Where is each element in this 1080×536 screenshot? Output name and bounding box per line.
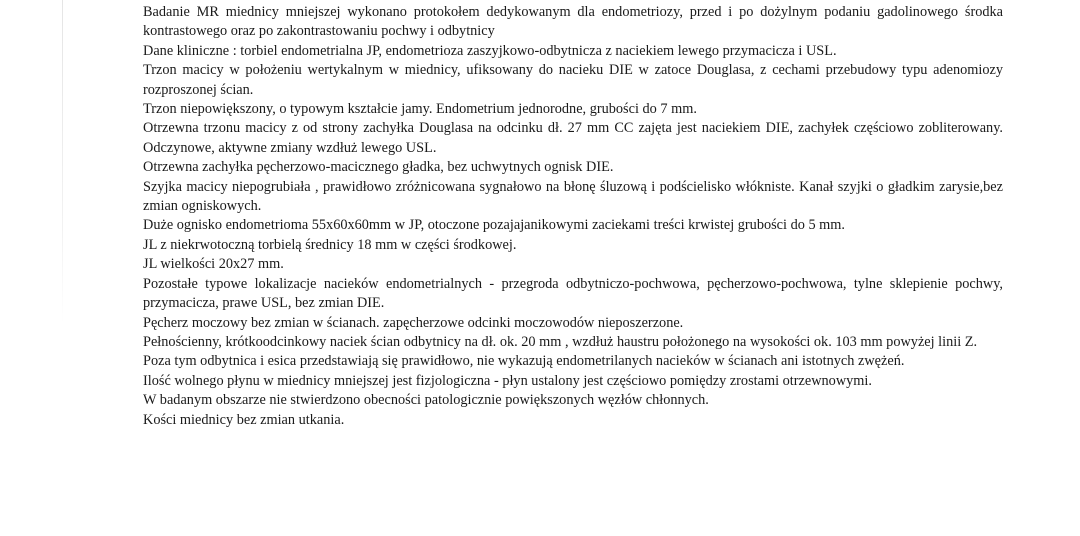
report-paragraph: Otrzewna zachyłka pęcherzowo-macicznego gładka, bez uchwytnych ognisk DIE.	[143, 159, 614, 176]
report-paragraph: Duże ognisko endometrioma 55x60x60mm w JP, otoczone pozajajanikowymi zaciekami treści krwistej grubości do 5 mm.	[143, 217, 845, 234]
report-paragraph: Ilość wolnego płynu w miednicy mniejszej jest fizjologiczna - płyn ustalony jest częściowo pomiędzy zrostami otrzewnowymi.	[143, 372, 872, 389]
report-paragraph: Szyjka macicy niepogrubiała , prawidłowo zróżnicowana sygnałowo na błonę śluzową i podścielisko włókniste. Kanał szyjki o gładkim zarysie,bez zmian ogniskowych.	[143, 178, 1003, 215]
report-paragraph: Badanie MR miednicy mniejszej wykonano protokołem dedykowanym dla endometriozy, przed i po dożylnym podaniu gadolinowego środka kontrastowego oraz po zakontrastowaniu pochwy i odbytnicy	[143, 4, 1003, 40]
report-paragraph: W badanym obszarze nie stwierdzono obecności patologicznie powiększonych węzłów chłonnych.	[143, 392, 709, 409]
report-paragraph: Otrzewna trzonu macicy z od strony zachyłka Douglasa na odcinku dł. 27 mm CC zajęta jest naciekiem DIE, zachyłek częściowo zobliterowany. Odczynowe, aktywne zmiany wzdłuż lewego USL.	[143, 120, 1003, 156]
mri-report-body	[143, 3, 1003, 430]
report-paragraph: JL z niekrwotoczną torbielą średnicy 18 mm w części środkowej.	[143, 236, 517, 253]
report-paragraph: Dane kliniczne : torbiel endometrialna JP, endometrioza zaszyjkowo-odbytnicza z naciekiem lewego przymacicza i USL.	[143, 42, 837, 59]
report-paragraph: Trzon niepowiększony, o typowym kształcie jamy. Endometrium jednorodne, grubości do 7 mm.	[143, 101, 697, 118]
report-paragraph: Pęcherz moczowy bez zmian w ścianach. zapęcherzowe odcinki moczowodów nieposzerzone.	[143, 314, 684, 331]
report-paragraph: Poza tym odbytnica i esica przedstawiają się prawidłowo, nie wykazują endometrilanych nacieków w ścianach ani istotnych zwężeń.	[143, 353, 905, 370]
report-paragraph: Kości miednicy bez zmian utkania.	[143, 411, 345, 428]
page-margin-shadow	[62, 0, 63, 325]
report-paragraph: Trzon macicy w położeniu wertykalnym w miednicy, ufiksowany do nacieku DIE w zatoce Douglasa, z cechami przebudowy typu adenomiozy rozproszonej ścian.	[143, 62, 1003, 98]
report-paragraph: Pełnościenny, krótkoodcinkowy naciek ścian odbytnicy na dł. ok. 20 mm , wzdłuż haustru położonego na wysokości ok. 103 mm powyżej linii Z.	[143, 333, 978, 350]
report-paragraph: Pozostałe typowe lokalizacje nacieków endometrialnych - przegroda odbytniczo-pochwowa, pęcherzowo-pochwowa, tylne sklepienie pochwy, przymacicza, prawe USL, bez zmian DIE.	[143, 275, 1003, 312]
report-paragraph: JL wielkości 20x27 mm.	[143, 256, 284, 273]
